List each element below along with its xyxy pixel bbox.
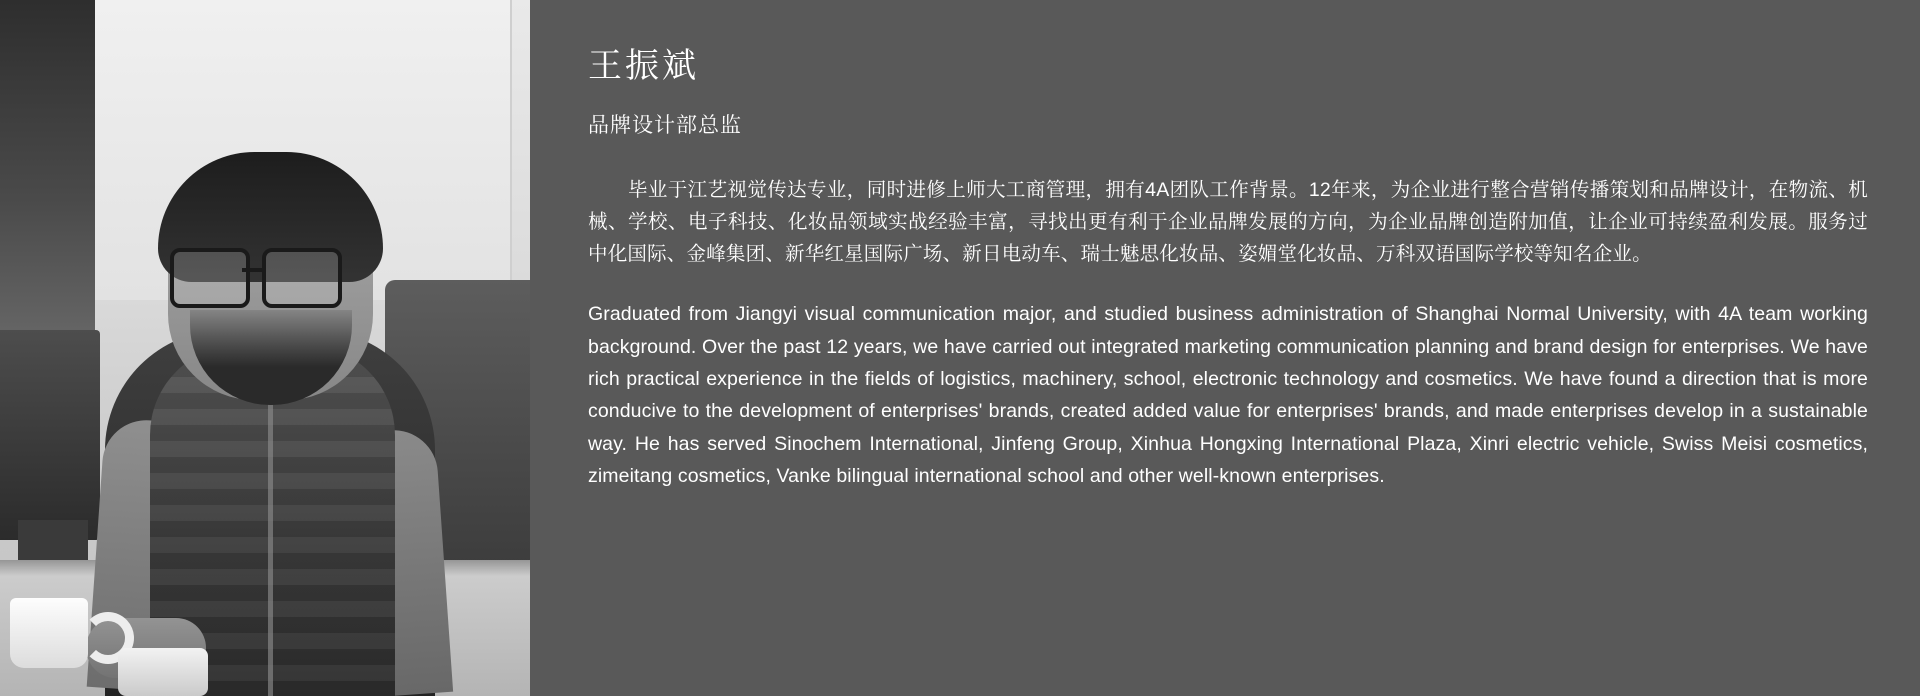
second-cup — [118, 648, 208, 696]
glasses-left-lens — [170, 248, 250, 308]
biography-chinese: 毕业于江艺视觉传达专业，同时进修上师大工商管理，拥有4A团队工作背景。12年来，为企业进行整合营销传播策划和品牌设计，在物流、机械、学校、电子科技、化妆品领域实战经验丰富，寻找出更有利于企业品牌发展的方向，为企业品牌创造附加值，让企业可持续盈利发展。服务过中化国际、金峰集团、新华红星国际广场、新日电动车、瑞士魅思化妆品、姿媚堂化妆品、万科双语国际学校等知名企业。 — [588, 179, 1868, 265]
person-name: 王振斌 — [588, 47, 699, 85]
glasses-right-lens — [262, 248, 342, 308]
glasses-bridge — [242, 268, 262, 272]
computer-monitor — [0, 330, 100, 540]
wall-dark-left — [0, 0, 95, 360]
profile-text-panel — [530, 0, 1920, 696]
biography-english: Graduated from Jiangyi visual communication major, and studied business administration of Shanghai Normal University, with 4A team working background. Over the past 12 years, we have carried out integrated marketing communication planning and brand design for enterprises. We have rich practical experience in the fields of logistics, machinery, school, electronic technology and cosmetics. We have found a direction that is more conducive to the development of enterprises' brands, created added value for enterprises' brands, and made enterprises develop in a sustainable way. He has served Sinochem International, Jinfeng Group, Xinhua Hongxing International Plaza, Xinri electric vehicle, Swiss Meisi cosmetics, zimeitang cosmetics, Vanke bilingual international school and other well-known enterprises. — [588, 303, 1868, 488]
person-job-title: 品牌设计部总监 — [588, 114, 742, 138]
vest-zipper — [268, 400, 273, 696]
coffee-mug — [10, 598, 88, 668]
portrait-photo — [0, 0, 530, 696]
